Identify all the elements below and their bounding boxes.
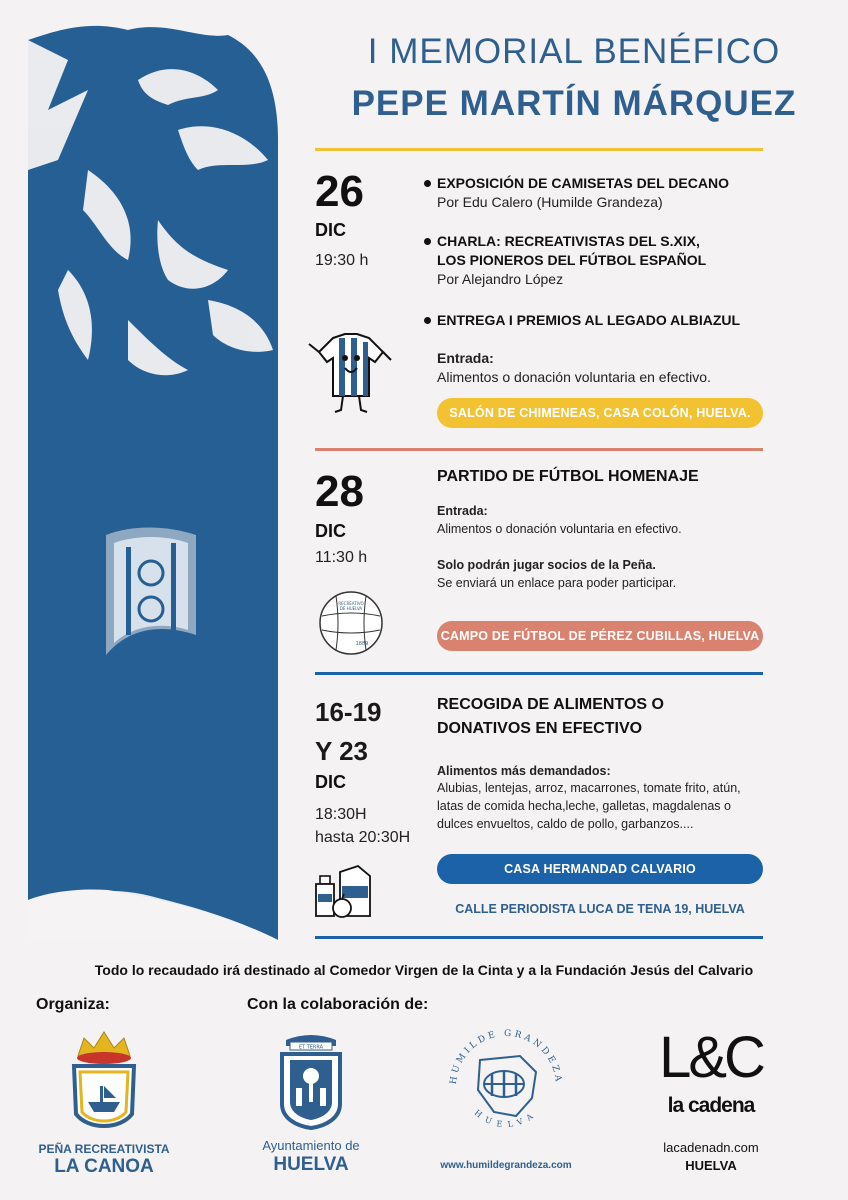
event1-item2-by: Por Alejandro López <box>437 271 564 287</box>
event3-list-line1: Alubias, lentejas, arroz, macarrones, tomate frito, atún, <box>437 781 741 795</box>
event3-list-label: Alimentos más demandados: <box>437 764 611 778</box>
event1-time: 19:30 h <box>315 252 369 269</box>
event1-entry-label: Entrada: <box>437 350 494 366</box>
event2-note-bold: Solo podrán jugar socios de la Peña. <box>437 558 656 572</box>
event2-time: 11:30 h <box>315 549 368 566</box>
org2-line2: HUELVA <box>273 1154 349 1175</box>
portrait-banner <box>28 20 278 940</box>
event1-item2-title1: CHARLA: RECREATIVISTAS DEL S.XIX, <box>437 233 700 249</box>
event3-venue-pill: CASA HERMANDAD CALVARIO <box>437 854 763 884</box>
bullet-icon <box>424 180 431 187</box>
org3-arc-bottom: HUELVA <box>472 1108 540 1130</box>
event2-venue-pill: CAMPO DE FÚTBOL DE PÉREZ CUBILLAS, HUELVA <box>437 621 763 651</box>
event3-address: CALLE PERIODISTA LUCA DE TENA 19, HUELVA <box>455 902 745 916</box>
football-icon <box>318 590 384 656</box>
event3-title2: DONATIVOS EN EFECTIVO <box>437 720 643 737</box>
event1-item1-title: EXPOSICIÓN DE CAMISETAS DEL DECANO <box>437 175 729 191</box>
event1-venue-pill: SALÓN DE CHIMENEAS, CASA COLÓN, HUELVA. <box>437 398 763 428</box>
divider-blue <box>315 672 763 675</box>
event1-day: 26 <box>315 167 364 216</box>
event2-entry-text: Alimentos o donación voluntaria en efectivo. <box>437 522 682 536</box>
event3-time1: 18:30H <box>315 806 367 823</box>
event1-item3-title: ENTREGA I PREMIOS AL LEGADO ALBIAZUL <box>437 312 741 328</box>
org3-arc-top: HUMILDE GRANDEZA <box>448 1028 564 1085</box>
colaboracion-label: Con la colaboración de: <box>247 996 429 1013</box>
event3-title1: RECOGIDA DE ALIMENTOS O <box>437 696 664 713</box>
title-line1: I MEMORIAL BENÉFICO <box>367 32 781 71</box>
org2-line1: Ayuntamiento de <box>262 1138 360 1153</box>
ball-year: 1889 <box>355 641 369 647</box>
event3-list-line2: latas de comida hecha,leche, galletas, magdalenas o <box>437 799 731 813</box>
org4-name: la cadena <box>667 1094 755 1117</box>
org2-ribbon: ET TERRA <box>298 1044 324 1051</box>
event1-item3 <box>424 311 784 330</box>
event1-item1 <box>424 174 784 212</box>
event3-day2: Y 23 <box>315 736 369 766</box>
event3-day1: 16-19 <box>315 697 382 727</box>
event2-day: 28 <box>315 467 364 516</box>
event2-month: DIC <box>315 521 346 541</box>
event2-note-text: Se enviará un enlace para poder participar. <box>437 576 677 590</box>
event1-item2 <box>424 232 784 289</box>
ayuntamiento-crest-icon <box>276 1030 346 1130</box>
event2-title: PARTIDO DE FÚTBOL HOMENAJE <box>437 468 699 485</box>
event1-month: DIC <box>315 220 346 240</box>
bullet-icon <box>424 317 431 324</box>
event1-item1-by: Por Edu Calero (Humilde Grandeza) <box>437 194 663 210</box>
event3-month: DIC <box>315 772 346 792</box>
ball-text2: DE HUELVA <box>339 606 363 611</box>
org3-url: www.humildegrandeza.com <box>440 1160 572 1171</box>
title-line2: PEPE MARTÍN MÁRQUEZ <box>351 84 797 123</box>
org1-line1: PEÑA RECREATIVISTA <box>38 1142 170 1156</box>
event3-time2: hasta 20:30H <box>315 829 411 846</box>
org4-city: HUELVA <box>685 1158 737 1173</box>
org4-logo: L&C <box>659 1025 763 1090</box>
event1-entry-text: Alimentos o donación voluntaria en efectivo. <box>437 369 711 385</box>
event3-list-line3: dulces envueltos, caldo de pollo, garbanzos.... <box>437 817 694 831</box>
donation-note: Todo lo recaudado irá destinado al Comedor Virgen de la Cinta y a la Fundación Jesús del Calvario <box>94 962 754 978</box>
svg-text:HUELVA <box>473 1108 540 1129</box>
org1-line2: LA CANOA <box>54 1156 154 1177</box>
event1-item2-title2: LOS PIONEROS DEL FÚTBOL ESPAÑOL <box>437 252 707 268</box>
divider-yellow <box>315 148 763 151</box>
divider-red <box>315 448 763 451</box>
pena-canoa-crest-icon <box>64 1026 144 1140</box>
org4-url: lacadenadn.com <box>663 1140 759 1155</box>
organiza-label: Organiza: <box>36 996 110 1013</box>
humilde-grandeza-logo-icon <box>440 1020 572 1152</box>
bullet-icon <box>424 238 431 245</box>
jersey-mascot-icon <box>305 330 397 420</box>
event2-entry-label: Entrada: <box>437 504 488 518</box>
groceries-icon <box>312 862 378 920</box>
ball-text1: RECREATIVO <box>338 601 364 606</box>
divider-blue-bottom <box>315 936 763 939</box>
